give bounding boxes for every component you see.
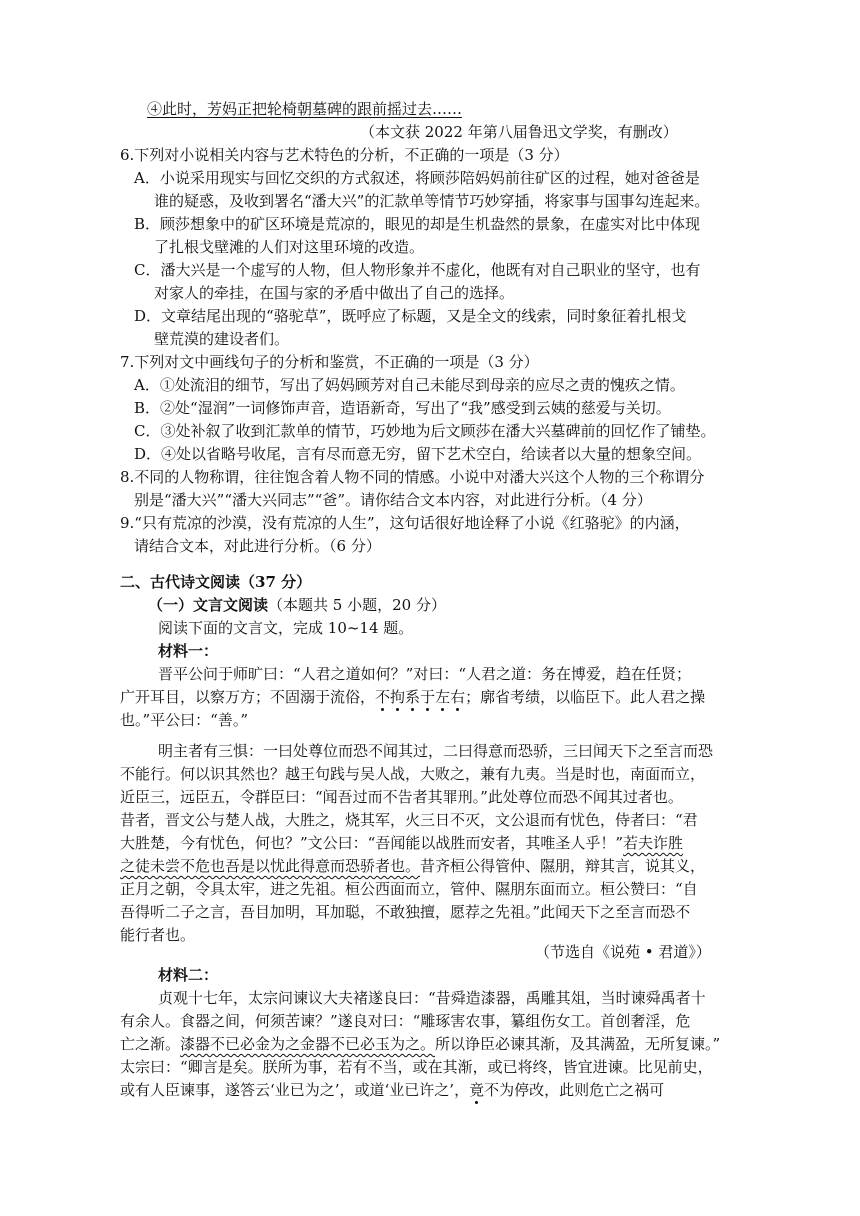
story-source: （本文获 2022 年第八届鲁迅文学奖，有删改） [360, 123, 678, 141]
q6-option-d-cont: 壁荒漠的建设者们。 [154, 330, 290, 348]
m1-para2-line3: 近臣三，远臣五，令群臣曰：“闻吾过而不告者其罪刑。”此处尊位而恐不闻其过者也。 [120, 788, 683, 806]
q7-option-c: C．③处补叙了收到汇款单的情节，巧妙地为后文顾莎在潘大兴墓碑前的回忆作了铺垫。 [134, 422, 716, 440]
m1-text: 大胜楚，今有忧色，何也？”文公曰：“吾闻能以战胜而安者，其唯圣人乎！” [120, 834, 624, 852]
emphasis-dotted-char: 不 [375, 688, 391, 706]
m1-para2-line9: 能行者也。 [120, 926, 196, 944]
m1-para1-line3: 也。”平公曰：“善。” [120, 711, 249, 729]
m2-line2: 有余人。食器之间，何须苦谏？”遂良对曰：“雕琢害农事，纂组伤女工。首创奢淫，危 [120, 1012, 691, 1030]
m1-para2-line4: 昔者，晋文公与楚人战，大胜之，烧其军，火三日不灭，文公退而有忧色，侍者曰：“君 [120, 811, 698, 829]
subsection-note: （本题共 5 小题，20 分） [268, 596, 446, 614]
m1-text: 广开耳目，以察万方；不固溺于流俗， [120, 688, 376, 706]
m1-para2-line7: 正月之朝，令具太牢，进之先祖。桓公西面而立，管仲、隰朋东面而立。桓公赞曰：“自 [120, 880, 698, 898]
m1-text: 昔齐桓公得管仲、隰朋，辩其言，说其义， [420, 857, 706, 875]
emphasis-dotted-char: 左 [435, 688, 451, 706]
emphasis-dotted-char: 系 [405, 688, 421, 706]
q6-option-a: A．小说采用现实与回忆交织的方式叙述，将顾莎陪妈妈前往矿区的过程，她对爸爸是 [134, 169, 700, 187]
question-8-line-1: 8.不同的人物称谓，往往饱含着人物不同的情感。小说中对潘大兴这个人物的三个称谓分 [120, 468, 705, 486]
question-9-line-1: 9.“只有荒凉的沙漠，没有荒凉的人生”，这句话很好地诠释了小说《红骆驼》的内涵， [120, 514, 690, 532]
material-1-source: （节选自《说苑 • 君道》） [535, 943, 711, 961]
m1-para1-line2 [120, 686, 705, 708]
wavy-underlined-sentence: 漆器不已必金为之金器不已必玉为之。 [180, 1035, 436, 1053]
m1-para2-line6 [120, 855, 705, 877]
q7-option-b: B．②处“湿润”一词修饰声音，造语新奇，写出了“我”感受到云姨的慈爱与关切。 [134, 399, 671, 417]
m2-text: 所以诤臣必谏其渐，及其满盈，无所复谏。” [435, 1035, 721, 1053]
q6-option-d: D．文章结尾出现的“骆驼草”，既呼应了标题，又是全文的线索，同时象征着扎根戈 [134, 307, 687, 325]
question-9-line-2: 请结合文本，对此进行分析。（6 分） [134, 537, 381, 555]
q6-option-b-cont: 了扎根戈壁滩的人们对这里环境的改造。 [154, 238, 425, 256]
m1-text: ；廓省考绩，以临臣下。此人君之操 [465, 688, 706, 706]
wavy-underlined-sentence: 若夫诈胜 [623, 834, 684, 852]
m2-text: 或有人臣谏事，遂答云‘业已为之’，或道‘业已许之’， [120, 1081, 470, 1099]
m1-para2-line2: 不能行。何以识其然也？越王句践与吴人战，大败之，兼有九夷。当是时也，南面而立， [120, 765, 706, 783]
reading-instruction: 阅读下面的文言文，完成 10~14 题。 [158, 619, 414, 637]
subsection-heading [148, 594, 446, 616]
m1-para2-line8: 吾得听二子之言，吾目加明，耳加聪，不敢独擅，愿荐之先祖。”此闻天下之至言而恐不 [120, 903, 691, 921]
q7-option-a: A．①处流泪的细节，写出了妈妈顾芳对自己未能尽到母亲的应尽之责的愧疚之情。 [134, 376, 685, 394]
subsection-title: （一）文言文阅读 [148, 596, 269, 614]
m1-para2-line5 [120, 832, 683, 854]
m2-text: 亡之渐。 [120, 1035, 181, 1053]
m2-line3 [120, 1033, 720, 1055]
m1-para1-line1: 晋平公问于师旷曰：“人君之道如何？”对曰：“人君之道：务在博爱，趋在任贤； [158, 665, 692, 683]
q7-option-d: D．④处以省略号收尾，言有尽而意无穷，留下艺术空白，给读者以大量的想象空间。 [134, 445, 702, 463]
question-8-line-2: 别是“潘大兴”“潘大兴同志”“爸”。请你结合文本内容，对此进行分析。（4 分） [134, 491, 652, 509]
section-2-title: 二、古代诗文阅读（37 分） [120, 573, 312, 591]
underlined-sentence-4: ④此时，芳妈正把轮椅朝墓碑的跟前摇过去…… [147, 100, 463, 118]
emphasis-dotted-char: 于 [420, 688, 436, 706]
material-2-label: 材料二： [158, 966, 219, 984]
m2-line4: 太宗曰：“卿言是矣。朕所为事，若有不当，或在其渐，或已将终，皆宜进谏。比见前史， [120, 1058, 713, 1076]
m1-para2-line1: 明主者有三惧：一曰处尊位而恐不闻其过，二曰得意而恐骄，三曰闻天下之至言而恐 [158, 742, 714, 760]
m2-text: 不为停改，此则危亡之祸可 [484, 1081, 665, 1099]
material-1-label: 材料一： [158, 642, 219, 660]
emphasis-dotted-char: 右 [450, 688, 466, 706]
q6-option-c: C．潘大兴是一个虚写的人物，但人物形象并不虚化，他既有对自己职业的坚守，也有 [134, 261, 701, 279]
q6-option-b: B．顾莎想象中的矿区环境是荒凉的，眼见的却是生机盎然的景象，在虚实对比中体现 [134, 215, 701, 233]
emphasis-dotted-char: 拘 [390, 688, 406, 706]
m2-line5 [120, 1079, 664, 1101]
q6-option-a-cont: 谁的疑惑，及收到署名“潘大兴”的汇款单等情节巧妙穿插，将家事与国事勾连起来。 [154, 192, 710, 210]
question-7-stem: 7.下列对文中画线句子的分析和鉴赏，不正确的一项是（3 分） [120, 353, 539, 371]
q6-option-c-cont: 对家人的牵挂，在国与家的矛盾中做出了自己的选择。 [154, 284, 515, 302]
wavy-underlined-sentence: 之徒未尝不危也吾是以忧此得意而恐骄者也。 [120, 857, 421, 875]
question-6-stem: 6.下列对小说相关内容与艺术特色的分析，不正确的一项是（3 分） [120, 146, 569, 164]
emphasis-dotted-char: 竟 [469, 1081, 485, 1099]
emphasis-dotted-phrase [375, 688, 465, 706]
m2-line1: 贞观十七年，太宗问谏议大夫褚遂良曰：“昔舜造漆器，禹雕其俎，当时谏舜禹者十 [158, 989, 706, 1007]
